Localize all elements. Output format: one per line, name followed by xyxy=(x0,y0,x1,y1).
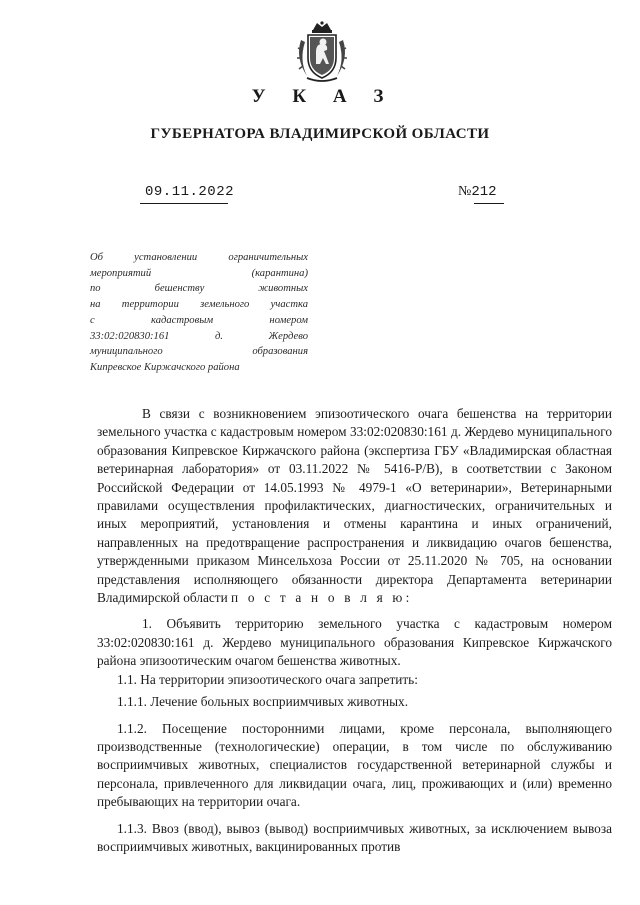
number-value: 212 xyxy=(471,184,497,200)
item-1: 1. Объявить территорию земельного участка с кадастровым номером 33:02:020830:161 д. Жердево муниципального образования Кипревское Киржачского района эпизоотическим очагом бешенства животных. xyxy=(97,616,612,669)
number-underline xyxy=(474,203,504,204)
coat-of-arms-icon xyxy=(293,20,351,84)
preamble-paragraph xyxy=(97,405,612,607)
number-prefix: № xyxy=(458,184,472,199)
heading-line: муниципального образования xyxy=(90,346,308,358)
decree-heading xyxy=(90,250,308,376)
heading-line: Об установлении ограничительных xyxy=(90,252,308,263)
document-subtitle: ГУБЕРНАТОРА ВЛАДИМИРСКОЙ ОБЛАСТИ xyxy=(150,126,490,142)
item-1-1-3: 1.1.3. Ввоз (ввод), вывоз (вывод) восприимчивых животных, за исключением вывоза восприимчивых животных, вакцинированных против xyxy=(97,820,612,854)
heading-line: по бешенству животных xyxy=(90,283,308,295)
heading-line: с кадастровым номером xyxy=(90,314,308,326)
document-number xyxy=(458,184,497,200)
item-1-1-1: 1.1.1. Лечение больных восприимчивых животных. xyxy=(117,694,409,710)
document-date: 09.11.2022 xyxy=(145,184,235,200)
decree-body xyxy=(97,405,612,856)
item-1-1: 1.1. На территории эпизоотического очага запретить: xyxy=(117,671,418,687)
document-title: У К А З xyxy=(251,86,395,107)
heading-line: Кипревское Киржачского района xyxy=(90,361,240,373)
decree-word: п о с т а н о в л я ю: xyxy=(231,590,413,606)
heading-line: на территории земельного участка xyxy=(90,299,308,311)
item-1-1-2: 1.1.2. Посещение посторонними лицами, кроме персонала, выполняющего производственные (технологические) операции, в том числе по обслуживанию восприимчивых животных, специалистов государственной ветеринарной службы и персонала, привлеченного для ликвидации очага, лиц, проживающих и (или) временно пребывающих на территории очага. xyxy=(97,720,612,810)
preamble-text: В связи с возникновением эпизоотического очага бешенства на территории земельного участка с кадастровым номером 33:02:020830:161 д. Жердево муниципального образования Кипревское Киржачского района (экспертиза ГБУ «Владимирская областная ветеринарная лаборатория» от 03.11.2022 № 5416-Р/В), в соответствии с Законом Российской Федерации от 14.05.1993 № 4979-1 «О ветеринарии», Ветеринарными правилами осуществления профилактических, диагностических, ограничительных и иных мероприятий, установления и отмены карантина и иных ограничений, направленных на предотвращение распространения и ликвидацию очагов бешенства, утвержденными приказом Минсельхоза России от 25.11.2020 № 705, на основании представления исполняющего обязанности директора Департамента ветеринарии Владимирской области xyxy=(97,406,612,606)
date-underline xyxy=(140,203,228,204)
heading-line: 33:02:020830:161 д. Жердево xyxy=(90,330,308,342)
heading-line: мероприятий (карантина) xyxy=(90,267,308,279)
